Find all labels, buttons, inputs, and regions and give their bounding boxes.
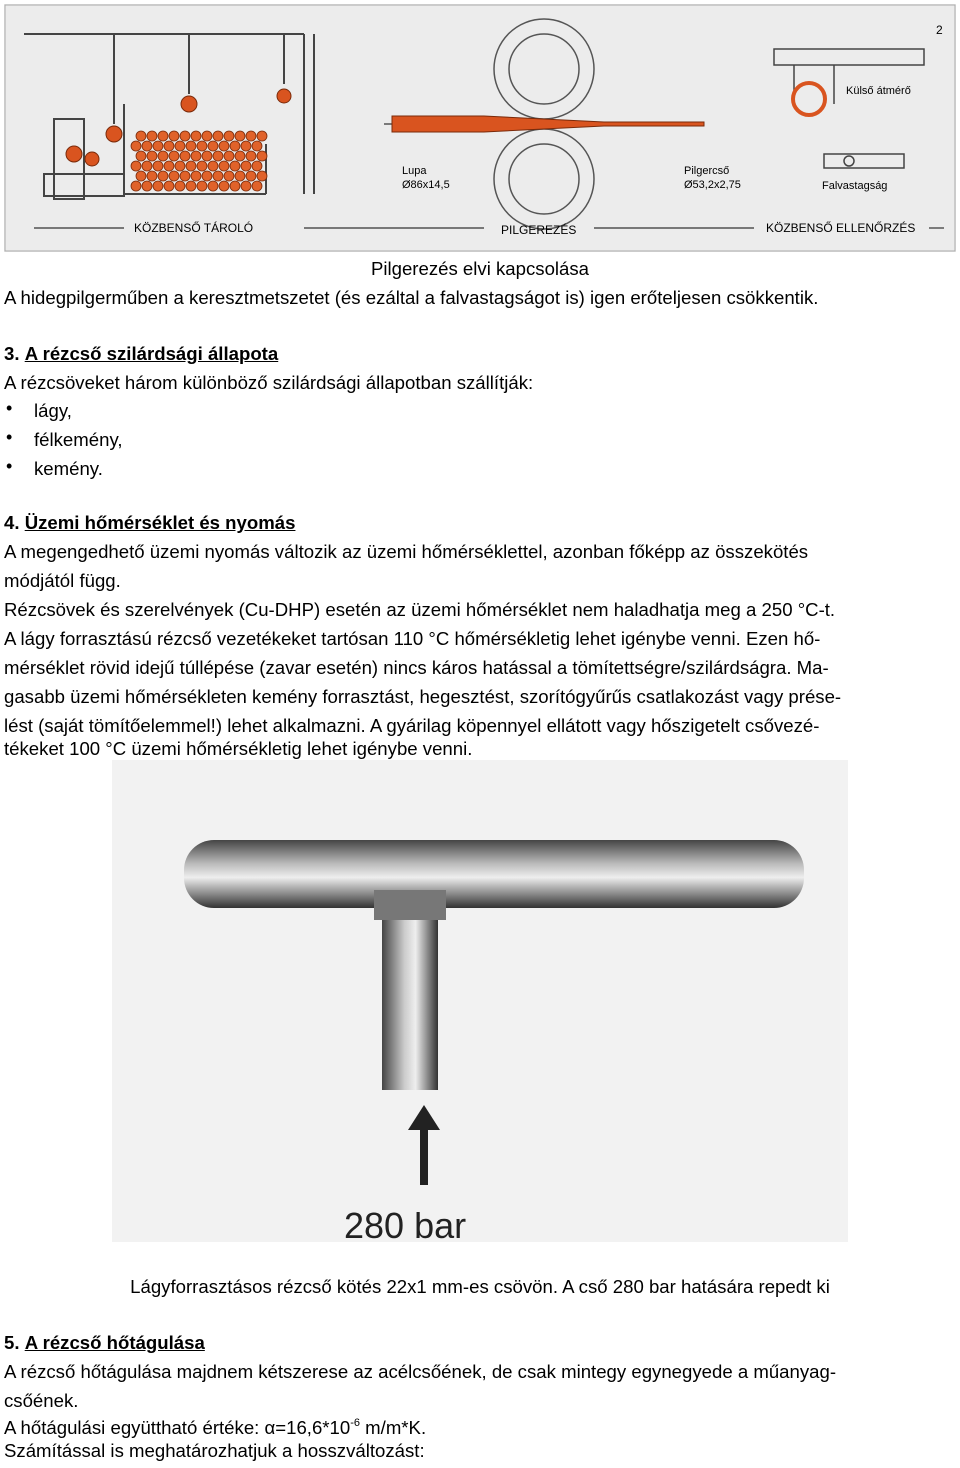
pipe-end (213, 131, 223, 141)
pipe-end (191, 151, 201, 161)
pipe-end (252, 141, 262, 151)
pipe-end (257, 151, 267, 161)
pipe-end (235, 171, 245, 181)
pipe-end (158, 131, 168, 141)
pipe-end (197, 141, 207, 151)
pipe-end (158, 171, 168, 181)
pipe-end (224, 171, 234, 181)
pipe-end (197, 161, 207, 171)
list-item: félkemény, (34, 429, 123, 450)
pipe-end (202, 151, 212, 161)
pipe-end (246, 151, 256, 161)
pipe-end (186, 181, 196, 191)
pressure-label: 280 bar (344, 1205, 467, 1242)
figure2-caption: Lágyforrasztásos rézcső kötés 22x1 mm-es csövön. A cső 280 bar hatására repedt ki (130, 1276, 830, 1297)
section4-line: lést (saját tömítőelemmel!) lehet alkalmazni. A gyárilag köpennyel ellátott vagy hőszigetelt csővezé- (4, 715, 820, 736)
pipe-end (246, 131, 256, 141)
pipe-end (235, 151, 245, 161)
pilgering-diagram (4, 4, 956, 252)
pipe-end (131, 181, 141, 191)
section4-line: A lágy forrasztású rézcső vezetékeket tartósan 110 °C hőmérsékletig lehet igénybe venni. Ezen hő- (4, 628, 821, 649)
pipe-end (175, 181, 185, 191)
pipe-end (230, 141, 240, 151)
pipe-end (252, 181, 262, 191)
figure1-caption: Pilgerezés elvi kapcsolása (370, 258, 590, 279)
pipe-end (136, 171, 146, 181)
pipe-end (252, 161, 262, 171)
pipe-end (175, 141, 185, 151)
section5-heading (4, 1328, 205, 1357)
pipe-end (186, 161, 196, 171)
section5-line: A rézcső hőtágulása majdnem kétszerese az acélcsőének, de csak mintegy egynegyede a műanyag- (4, 1361, 837, 1382)
pipe-end (186, 141, 196, 151)
pipe-end (169, 171, 179, 181)
pipe-end (219, 161, 229, 171)
pipe-end (224, 131, 234, 141)
pipe-end (246, 171, 256, 181)
pipe-end (235, 131, 245, 141)
pipe-end (191, 131, 201, 141)
pipe-end (153, 141, 163, 151)
pipe-end (208, 141, 218, 151)
pipe-end (142, 181, 152, 191)
page-number: 2 (936, 23, 943, 37)
bullet-icon: • (6, 456, 13, 476)
pipe-end (142, 141, 152, 151)
pipe-end (180, 171, 190, 181)
pipe-end (202, 131, 212, 141)
t-joint-photo (112, 760, 848, 1242)
pipe-end (219, 141, 229, 151)
section5-line: Számítással is meghatározhatjuk a hosszváltozást: (4, 1440, 425, 1461)
pipe-end (257, 171, 267, 181)
pipe-end (175, 161, 185, 171)
pipe-end (136, 151, 146, 161)
list-item: kemény. (34, 458, 103, 479)
pipe-end (147, 151, 157, 161)
pipe-end (136, 131, 146, 141)
pipe-end (164, 141, 174, 151)
falvastagsag-label: Falvastagság (822, 180, 888, 192)
pipe-end (147, 171, 157, 181)
list-item: lágy, (34, 400, 72, 421)
pipe-end (213, 171, 223, 181)
section-label-pilgering: PILGEREZÉS (501, 223, 577, 237)
lupa-dim: Ø86x14,5 (402, 179, 450, 191)
coefficient-text: A hőtágulási együttható értéke: α=16,6*10 (4, 1417, 351, 1438)
pipe-end (191, 171, 201, 181)
pipe-end (131, 141, 141, 151)
pipe-end (208, 181, 218, 191)
pilger-dim: Ø53,2x2,75 (684, 179, 741, 191)
pipe-end (257, 131, 267, 141)
pipe-end (241, 181, 251, 191)
pipe-end (164, 161, 174, 171)
section4-line: tékeket 100 °C üzemi hőmérsékletig lehet igénybe venni. (4, 738, 473, 759)
bullet-icon: • (6, 427, 13, 447)
pipe-end (241, 161, 251, 171)
section5-number: 5. (4, 1332, 20, 1353)
pipe-end (224, 151, 234, 161)
section3-heading (4, 339, 278, 368)
section-label-storage: KÖZBENSŐ TÁROLÓ (134, 221, 254, 235)
pipe-end (142, 161, 152, 171)
pipe-end (158, 151, 168, 161)
section3-title: A rézcső szilárdsági állapota (24, 343, 279, 364)
coefficient-exponent: -6 (350, 1417, 360, 1429)
section4-line: A megengedhető üzemi nyomás változik az üzemi hőmérséklettel, azonban főképp az összekötés (4, 541, 809, 562)
coefficient-unit: m/m*K. (360, 1417, 427, 1438)
pipe-end (164, 181, 174, 191)
pipe-end (131, 161, 141, 171)
section4-line: Rézcsövek és szerelvények (Cu-DHP) esetén az üzemi hőmérséklet nem haladhatja meg a 250 °C-t. (4, 599, 836, 620)
pipe-end (241, 141, 251, 151)
pipe-end (197, 181, 207, 191)
section3-number: 3. (4, 343, 20, 364)
pipe-end (202, 171, 212, 181)
section3-intro: A rézcsöveket három különböző szilárdsági állapotban szállítják: (4, 372, 534, 393)
kulso-atmero-label: Külső átmérő (846, 85, 911, 97)
section4-number: 4. (4, 512, 20, 533)
pipe-end (169, 151, 179, 161)
pipe-end (208, 161, 218, 171)
bullet-icon: • (6, 398, 13, 418)
pipe-end (153, 181, 163, 191)
section4-title: Üzemi hőmérséklet és nyomás (24, 512, 296, 533)
pipe-end (153, 161, 163, 171)
paragraph: A hidegpilgerműben a keresztmetszetet (és ezáltal a falvastagságot is) igen erőteljesen csökkentik. (4, 287, 819, 308)
pipe-end (230, 161, 240, 171)
pipe-end (213, 151, 223, 161)
pipe-end (147, 131, 157, 141)
section-label-inspection: KÖZBENSŐ ELLENŐRZÉS (766, 221, 916, 235)
pilger-label: Pilgercső (684, 165, 730, 177)
section4-line: mérséklet rövid idejű túllépése (zavar esetén) nincs káros hatással a tömítettségre/szilárdságra. Ma- (4, 657, 829, 678)
pipe-end (219, 181, 229, 191)
section4-line: módjától függ. (4, 570, 121, 591)
section5-title: A rézcső hőtágulása (24, 1332, 205, 1353)
section4-heading (4, 508, 295, 537)
pipe-end (180, 151, 190, 161)
pipe-end (169, 131, 179, 141)
section5-line: csőének. (4, 1390, 79, 1411)
pipe-end (230, 181, 240, 191)
lupa-label: Lupa (402, 165, 427, 177)
pipe-end (180, 131, 190, 141)
section4-line: gasabb üzemi hőmérsékleten kemény forrasztást, hegesztést, szorítógyűrűs csatlakozást vagy prése- (4, 686, 842, 707)
